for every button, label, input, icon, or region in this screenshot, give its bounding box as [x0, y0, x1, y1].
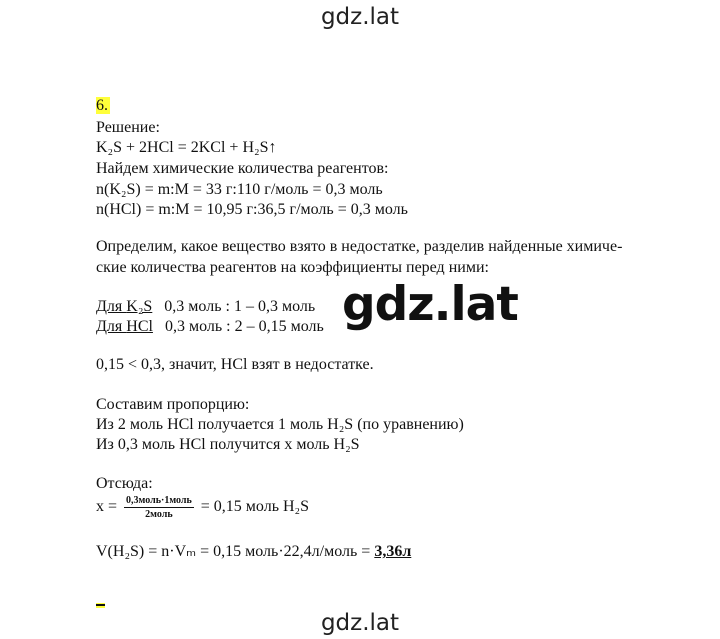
determine-line-1: Определим, какое вещество взято в недостатке, разделив найденные химиче-: [96, 238, 623, 255]
proportion-line-1: Из 2 моль HCl получается 1 моль H₂S (по уравнению): [96, 416, 464, 433]
x-formula-line: [96, 493, 309, 521]
ratio-k2s-label: Для K₂S: [96, 298, 153, 315]
determine-line-2: ские количества реагентов на коэффициенты перед ними:: [96, 259, 489, 276]
hence-label: Отсюда:: [96, 475, 153, 492]
volume-line: [96, 542, 411, 562]
comparison-line: 0,15 < 0,3, значит, HCl взят в недостатке.: [96, 356, 374, 373]
watermark-center: gdz.lat: [342, 277, 518, 332]
volume-expression: V(H₂S) = n·Vₘ = 0,15 моль·22,4л/моль =: [96, 543, 375, 560]
x-fraction-denominator: 2моль: [145, 508, 173, 520]
task-number-line: [96, 96, 110, 116]
proportion-heading: Составим пропорцию:: [96, 396, 250, 413]
find-heading: Найдем химические количества реагентов:: [96, 160, 389, 177]
reaction-equation: K₂S + 2HCl = 2KCl + H₂S↑: [96, 139, 277, 156]
n-k2s-line: n(K₂S) = m:M = 33 г:110 г/моль = 0,3 моль: [96, 181, 383, 198]
n-hcl-line: n(HCl) = m:M = 10,95 г:36,5 г/моль = 0,3 моль: [96, 201, 408, 218]
solution-label: Решение:: [96, 119, 160, 136]
x-formula-suffix: = 0,15 моль H₂S: [200, 498, 310, 515]
next-task-marker: [96, 603, 105, 608]
watermark-bottom: gdz.lat: [320, 610, 400, 636]
watermark-top: gdz.lat: [320, 4, 400, 30]
x-fraction-numerator: 0,3моль·1моль: [126, 494, 192, 506]
ratio-hcl-value: 0,3 моль : 2 – 0,15 моль: [164, 318, 324, 335]
ratio-hcl-line: [96, 317, 324, 337]
ratio-k2s-value: 0,3 моль : 1 – 0,3 моль: [164, 298, 316, 315]
x-fraction: [124, 494, 194, 521]
x-formula-prefix: x =: [96, 498, 118, 515]
proportion-line-2: Из 0,3 моль HCl получится x моль H₂S: [96, 436, 360, 453]
ratio-hcl-label: Для HCl: [96, 318, 153, 335]
ratio-k2s-line: [96, 297, 315, 317]
task-number: 6.: [96, 97, 108, 114]
volume-result: 3,36л: [374, 543, 412, 560]
